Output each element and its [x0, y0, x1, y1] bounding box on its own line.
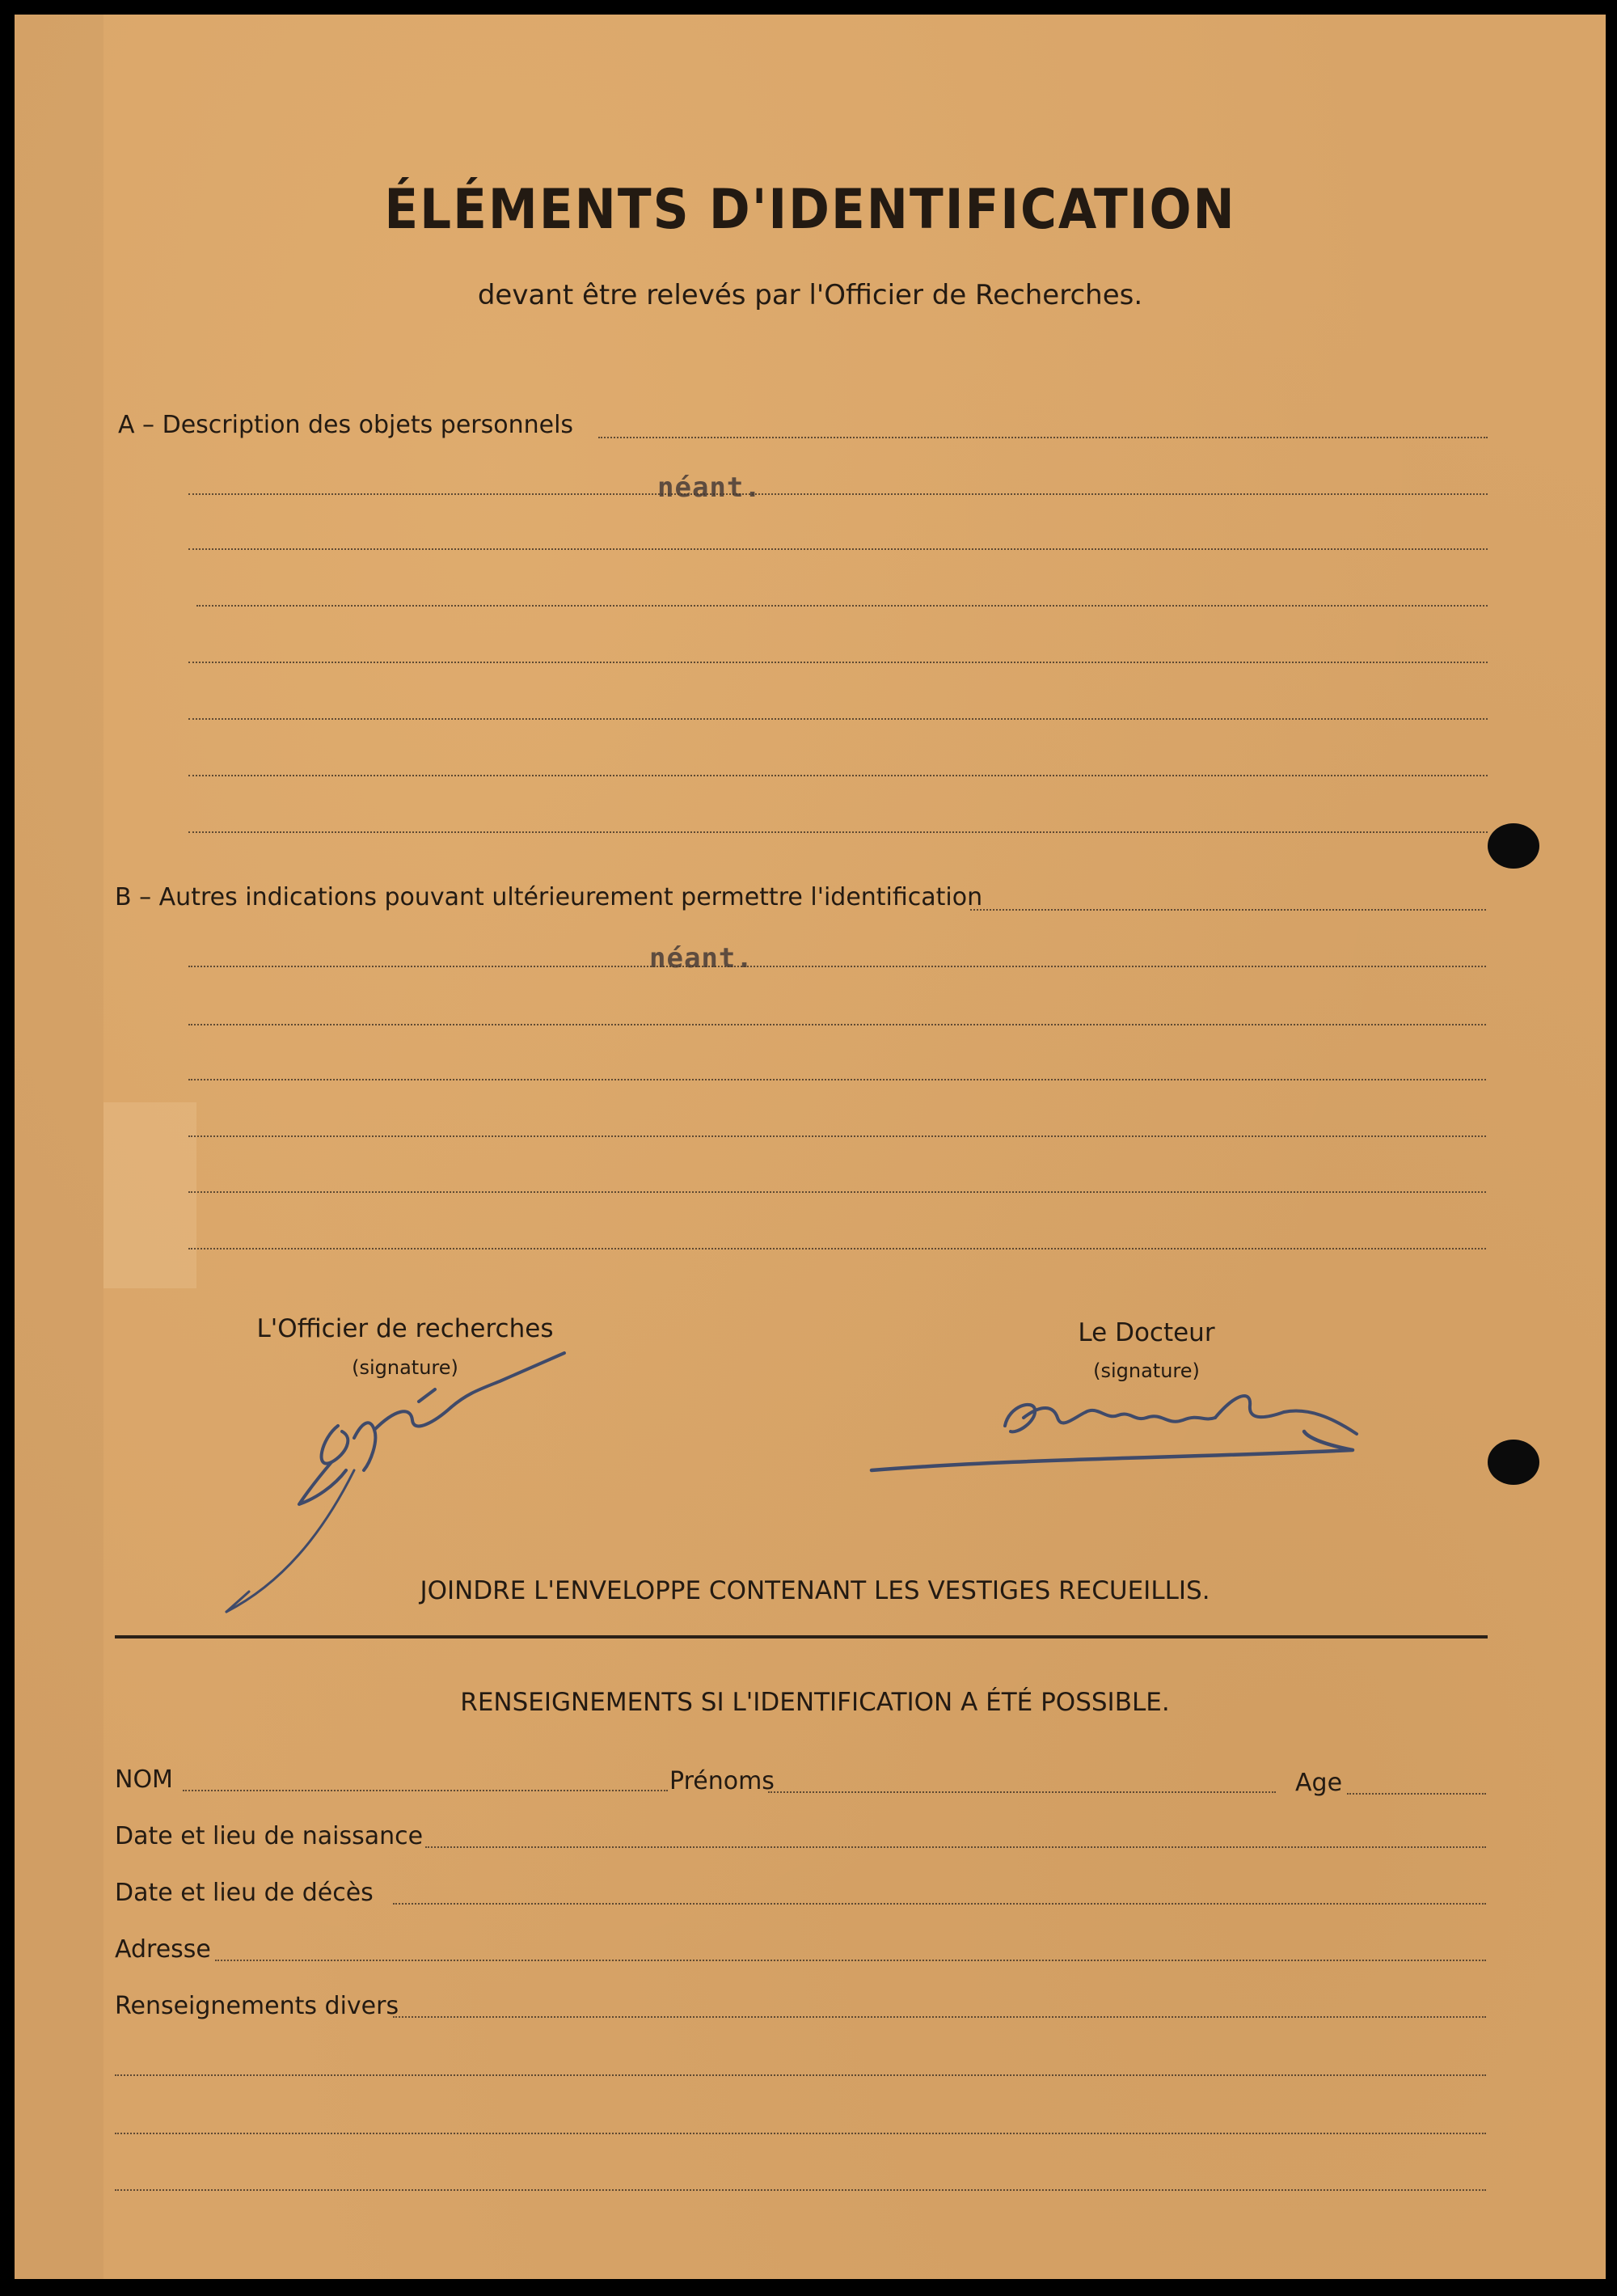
field-adresse-line[interactable] — [215, 1960, 1486, 1961]
field-divers-line-1[interactable] — [393, 2016, 1486, 2018]
section-b-label: B – Autres indications pouvant ultérieurement permettre l'identification — [115, 883, 983, 911]
officer-signature-caption: (signature) — [352, 1356, 458, 1379]
doctor-signature-title: Le Docteur — [1078, 1318, 1215, 1347]
field-nom-label: NOM — [115, 1765, 173, 1794]
field-naissance-label: Date et lieu de naissance — [115, 1822, 424, 1850]
section-b-typed-value: néant. — [649, 942, 754, 975]
field-deces-line[interactable] — [393, 1903, 1486, 1905]
doctor-signature-caption: (signature) — [1093, 1359, 1200, 1382]
field-divers-line-4[interactable] — [115, 2189, 1486, 2191]
field-age-label: Age — [1295, 1769, 1343, 1797]
field-nom-line[interactable] — [183, 1790, 668, 1791]
field-divers-line-3[interactable] — [115, 2133, 1486, 2134]
field-adresse-label: Adresse — [115, 1935, 211, 1964]
section-a-label: A – Description des objets personnels — [118, 411, 574, 439]
envelope-instruction: JOINDRE L'ENVELOPPE CONTENANT LES VESTIGES RECUEILLIS. — [420, 1576, 1210, 1605]
section-divider — [115, 1635, 1488, 1638]
field-age-line[interactable] — [1347, 1793, 1486, 1795]
officer-signature-title: L'Officier de recherches — [256, 1314, 554, 1343]
doctor-signature — [15, 15, 1606, 2279]
document-title: ÉLÉMENTS D'IDENTIFICATION — [384, 178, 1236, 242]
document-subtitle: devant être relevés par l'Officier de Recherches. — [477, 279, 1143, 311]
field-prenoms-line[interactable] — [768, 1791, 1276, 1793]
field-divers-label: Renseignements divers — [115, 1992, 399, 2020]
form-sheet — [15, 15, 1606, 2279]
field-prenoms-label: Prénoms — [669, 1767, 775, 1795]
section-a-typed-value: néant. — [657, 471, 762, 504]
identification-info-heading: RENSEIGNEMENTS SI L'IDENTIFICATION A ÉTÉ POSSIBLE. — [460, 1688, 1170, 1717]
field-naissance-line[interactable] — [425, 1846, 1486, 1848]
field-divers-line-2[interactable] — [115, 2074, 1486, 2076]
field-deces-label: Date et lieu de décès — [115, 1879, 374, 1907]
